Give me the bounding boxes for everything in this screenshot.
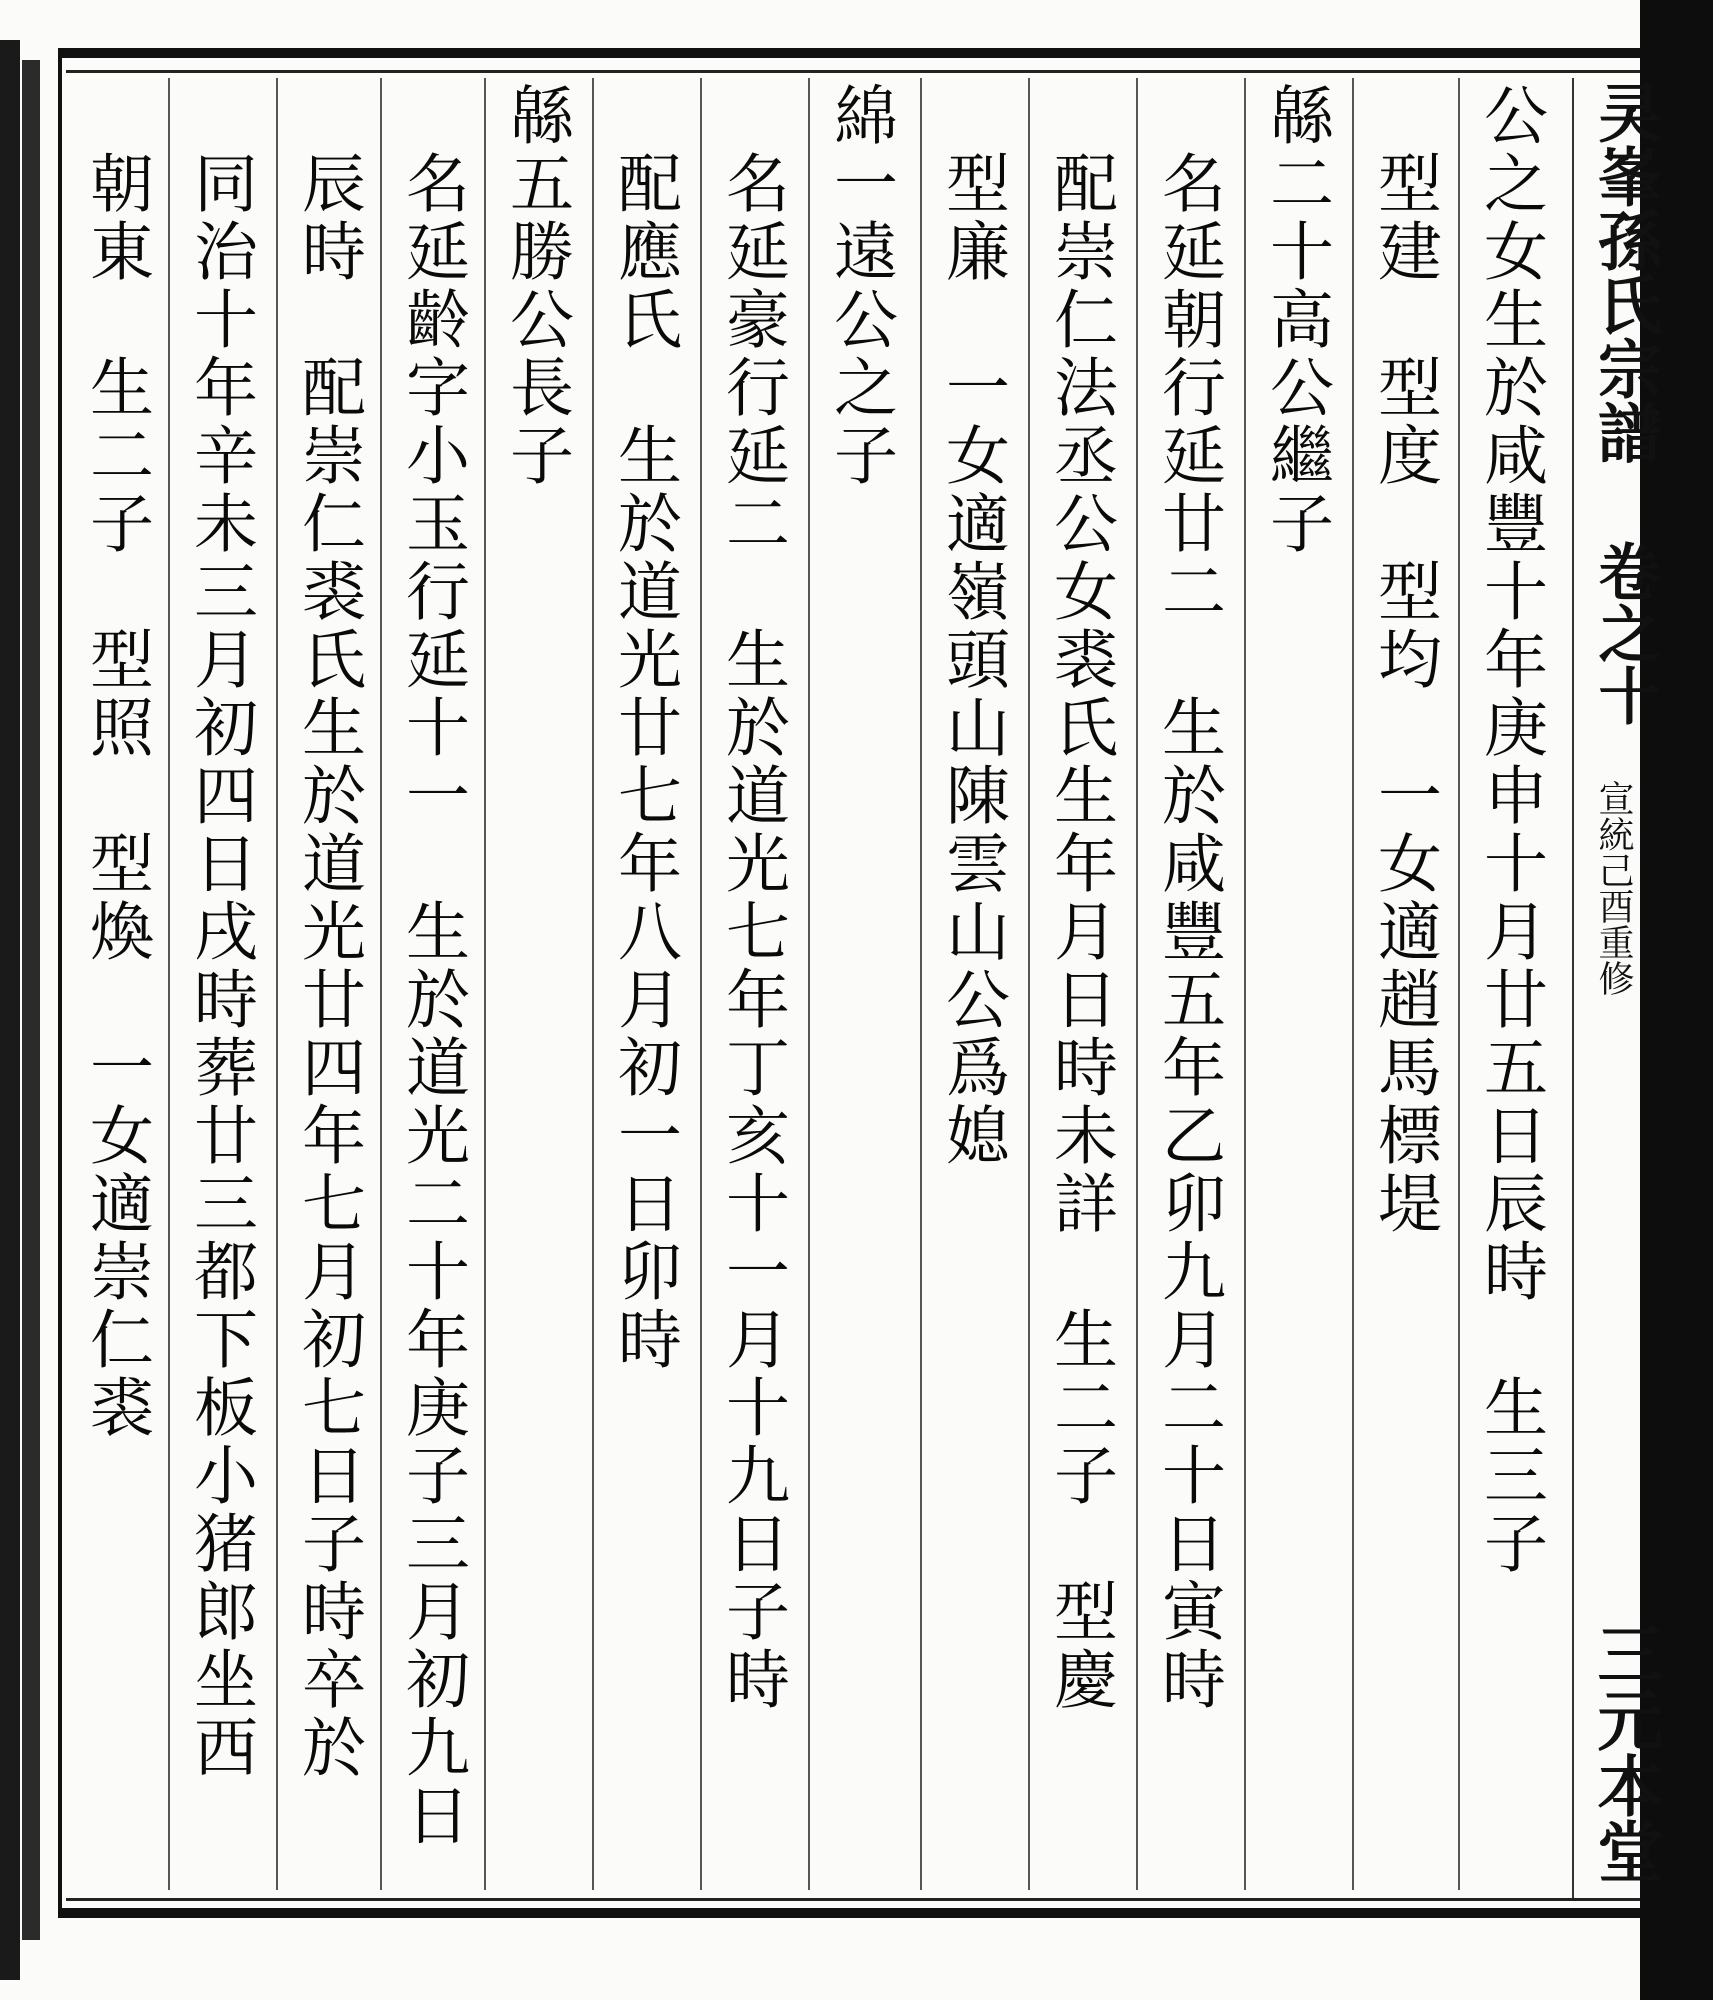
- column-rule: [276, 78, 278, 1890]
- column-rule: [168, 78, 170, 1890]
- column-rule: [1244, 78, 1246, 1890]
- column-rule: [920, 78, 922, 1890]
- column-rule: [1136, 78, 1138, 1890]
- frame-top-rule: [66, 70, 1640, 73]
- column-rule: [1352, 78, 1354, 1890]
- volume-label: 卷之十: [1588, 540, 1661, 726]
- left-binding-edge: [0, 40, 20, 1980]
- text-column-12: 辰時 配崇仁裘氏生於道光廿四年七月初七日子時卒於: [291, 82, 365, 1782]
- text-column-9: 配應氏 生於道光廿七年八月初一日卯時: [607, 82, 681, 1374]
- text-column-2: 型建 型度 型均 一女適趙馬標堤: [1367, 82, 1441, 1238]
- text-column-10: 緜五勝公長子: [499, 82, 573, 490]
- text-column-1: 公之女生於咸豐十年庚申十月廿五日辰時 生三子: [1473, 82, 1547, 1578]
- text-column-3: 緜二十高公繼子: [1259, 82, 1333, 558]
- column-rule: [484, 78, 486, 1890]
- hall-name: 三元本堂: [1586, 1620, 1664, 1884]
- text-column-7: 綿一遠公之子: [823, 82, 897, 490]
- text-column-11: 名延齡字小玉行延十一 生於道光二十年庚子三月初九日: [395, 82, 469, 1850]
- text-column-13: 同治十年辛未三月初四日戌時葬廿三都下板小猪郎坐西: [183, 82, 257, 1782]
- column-rule: [592, 78, 594, 1890]
- left-binding-shadow: [22, 60, 40, 1940]
- column-rule: [1458, 78, 1460, 1890]
- text-column-4: 名延朝行延廿二 生於咸豐五年乙卯九月二十日寅時: [1151, 82, 1225, 1714]
- text-column-14: 朝東 生二子 型照 型煥 一女適崇仁裘: [79, 82, 153, 1442]
- frame-bottom-rule: [66, 1898, 1640, 1901]
- text-column-8: 名延豪行延二 生於道光七年丁亥十一月十九日子時: [715, 82, 789, 1714]
- text-column-5: 配崇仁法丞公女裘氏生年月日時未詳 生二子 型慶: [1043, 82, 1117, 1714]
- genealogy-title: 㚑峯孫氏宗譜: [1587, 80, 1662, 464]
- column-rule: [1028, 78, 1030, 1890]
- column-rule: [700, 78, 702, 1890]
- text-column-6: 型廉 一女適嶺頭山陳雲山公爲媳: [935, 82, 1009, 1170]
- column-rule: [808, 78, 810, 1890]
- column-rule: [380, 78, 382, 1890]
- edition-note: 宣統己酉重修: [1593, 780, 1634, 996]
